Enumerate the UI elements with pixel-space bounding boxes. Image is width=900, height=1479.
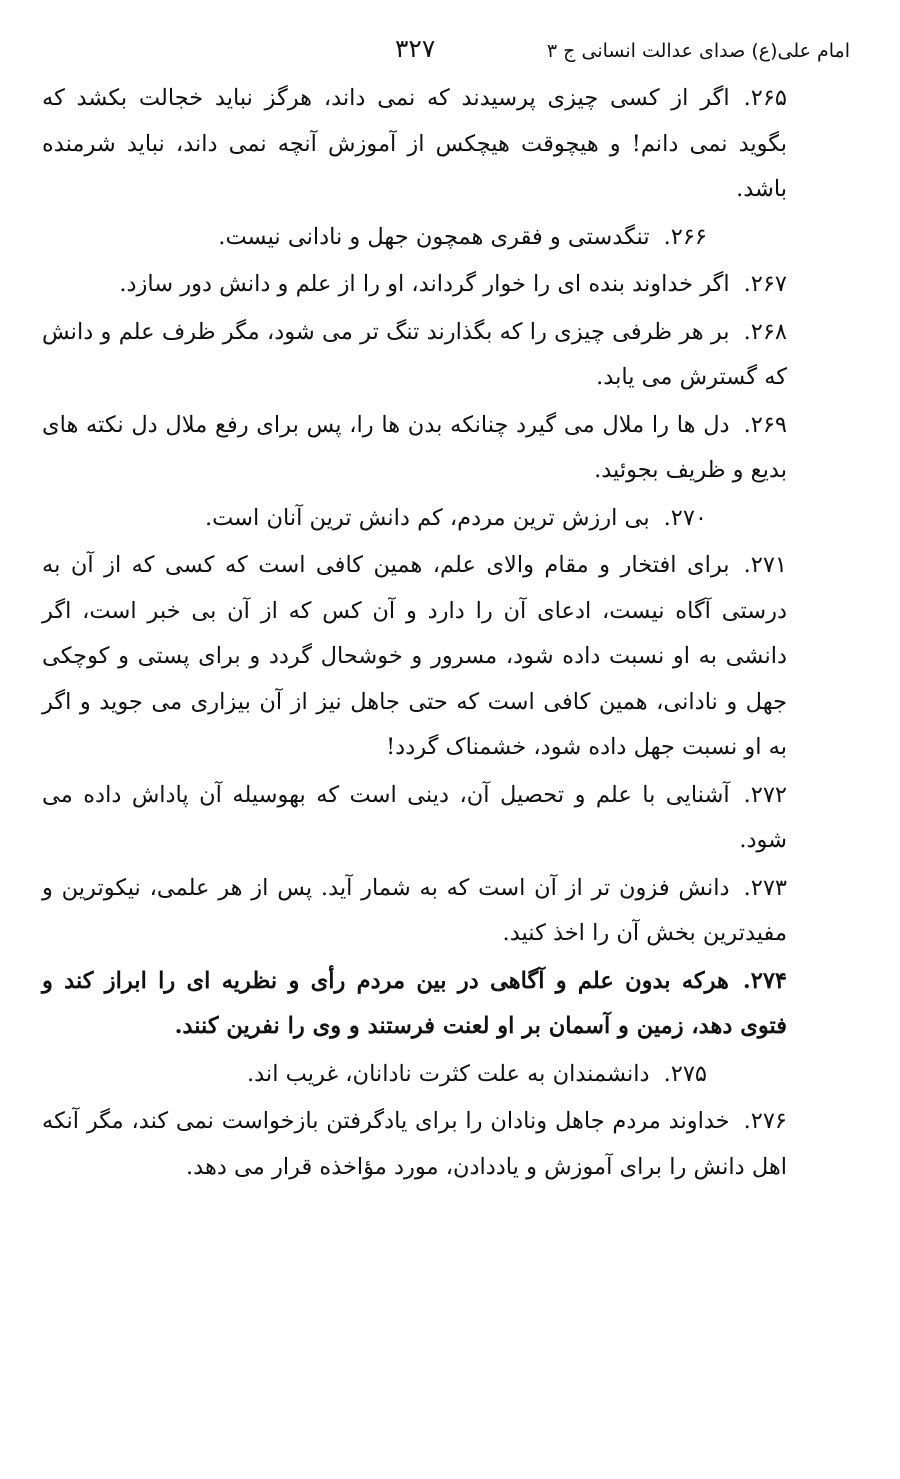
saying-number: ۲۷۲. xyxy=(743,781,787,808)
saying-number: ۲۶۷. xyxy=(743,271,787,297)
saying-265 xyxy=(42,76,787,213)
page-body xyxy=(42,76,787,1192)
saying-number: ۲۶۵. xyxy=(743,85,787,111)
saying-268 xyxy=(42,310,787,401)
saying-text: اگر از کسی چیزی پرسیدند که نمی داند، هرگز نباید خجالت بکشد که بگوید نمی دانم! و هیچوقت هیچکس از آموزش آنچه نمی داند، نباید شرمنده باشد. xyxy=(42,85,787,202)
book-title: امام علی(ع) صدای عدالت انسانی ج ۳ xyxy=(546,40,850,62)
saying-number: ۲۷۳. xyxy=(743,874,787,901)
saying-number: ۲۶۸. xyxy=(743,318,787,345)
saying-text: دل ها را ملال می گیرد چنانکه بدن ها را، پس برای رفع ملال دل نکته های بدیع و ظریف بجوئید. xyxy=(42,411,787,483)
saying-text: برای افتخار و مقام والای علم، همین کافی است که کسی که از آن به درستی آگاه نیست، ادعای آن را دارد و آن کس که از آن بی خبر است، اگر دانشی به او نسبت داده شود، مسرور و خوشحال گردد و برای پستی و کوچکی جهل و نادانی، همین کافی است که حتی جاهل نیز از آن بیزاری می جوید و اگر به او نسبت جهل داده شود، خشمناک گردد! xyxy=(42,552,787,760)
saying-274 xyxy=(42,959,787,1050)
saying-text: دانشمندان به علت کثرت نادانان، غریب اند. xyxy=(246,1060,650,1087)
saying-text: خداوند مردم جاهل ونادان را برای یادگرفتن بازخواست نمی کند، مگر آنکه اهل دانش را برای آموزش و یاددادن، مورد مؤاخذه قرار می دهد. xyxy=(42,1108,787,1180)
saying-272 xyxy=(42,773,787,864)
saying-269 xyxy=(42,403,787,494)
page-header xyxy=(0,34,900,78)
saying-number: ۲۶۶. xyxy=(663,223,707,250)
saying-text: آشنایی با علم و تحصیل آن، دینی است که بهوسیله آن پاداش داده می شود. xyxy=(42,781,787,853)
saying-text: بر هر ظرفی چیزی را که بگذارند تنگ تر می شود، مگر ظرف علم و دانش که گسترش می یابد. xyxy=(42,318,787,390)
saying-267 xyxy=(42,262,787,308)
saying-271 xyxy=(42,543,787,771)
saying-number: ۲۷۰. xyxy=(663,504,707,531)
saying-text: هرکه بدون علم و آگاهی در بین مردم رأی و نظریه ای را ابراز کند و فتوی دهد، زمین و آسمان بر او لعنت فرستند و وی را نفرین کنند. xyxy=(42,967,787,1039)
saying-number: ۲۷۶. xyxy=(743,1108,787,1134)
saying-273 xyxy=(42,866,787,957)
saying-276 xyxy=(42,1099,787,1190)
saying-275 xyxy=(42,1052,787,1098)
saying-number: ۲۷۴. xyxy=(742,967,787,994)
saying-266 xyxy=(42,215,787,261)
saying-270 xyxy=(42,496,787,542)
saying-number: ۲۷۵. xyxy=(663,1060,707,1087)
saying-number: ۲۷۱. xyxy=(743,552,787,578)
saying-text: تنگدستی و فقری همچون جهل و نادانی نیست. xyxy=(218,223,650,250)
saying-text: بی ارزش ترین مردم، کم دانش ترین آنان است. xyxy=(204,504,650,531)
page-number: ۳۲۷ xyxy=(395,34,436,63)
saying-number: ۲۶۹. xyxy=(743,411,787,438)
saying-text: اگر خداوند بنده ای را خوار گرداند، او را از علم و دانش دور سازد. xyxy=(119,271,730,297)
saying-text: دانش فزون تر از آن است که به شمار آید. پس از هر علمی، نیکوترین و مفیدترین بخش آن را اخذ کنید. xyxy=(42,874,787,946)
